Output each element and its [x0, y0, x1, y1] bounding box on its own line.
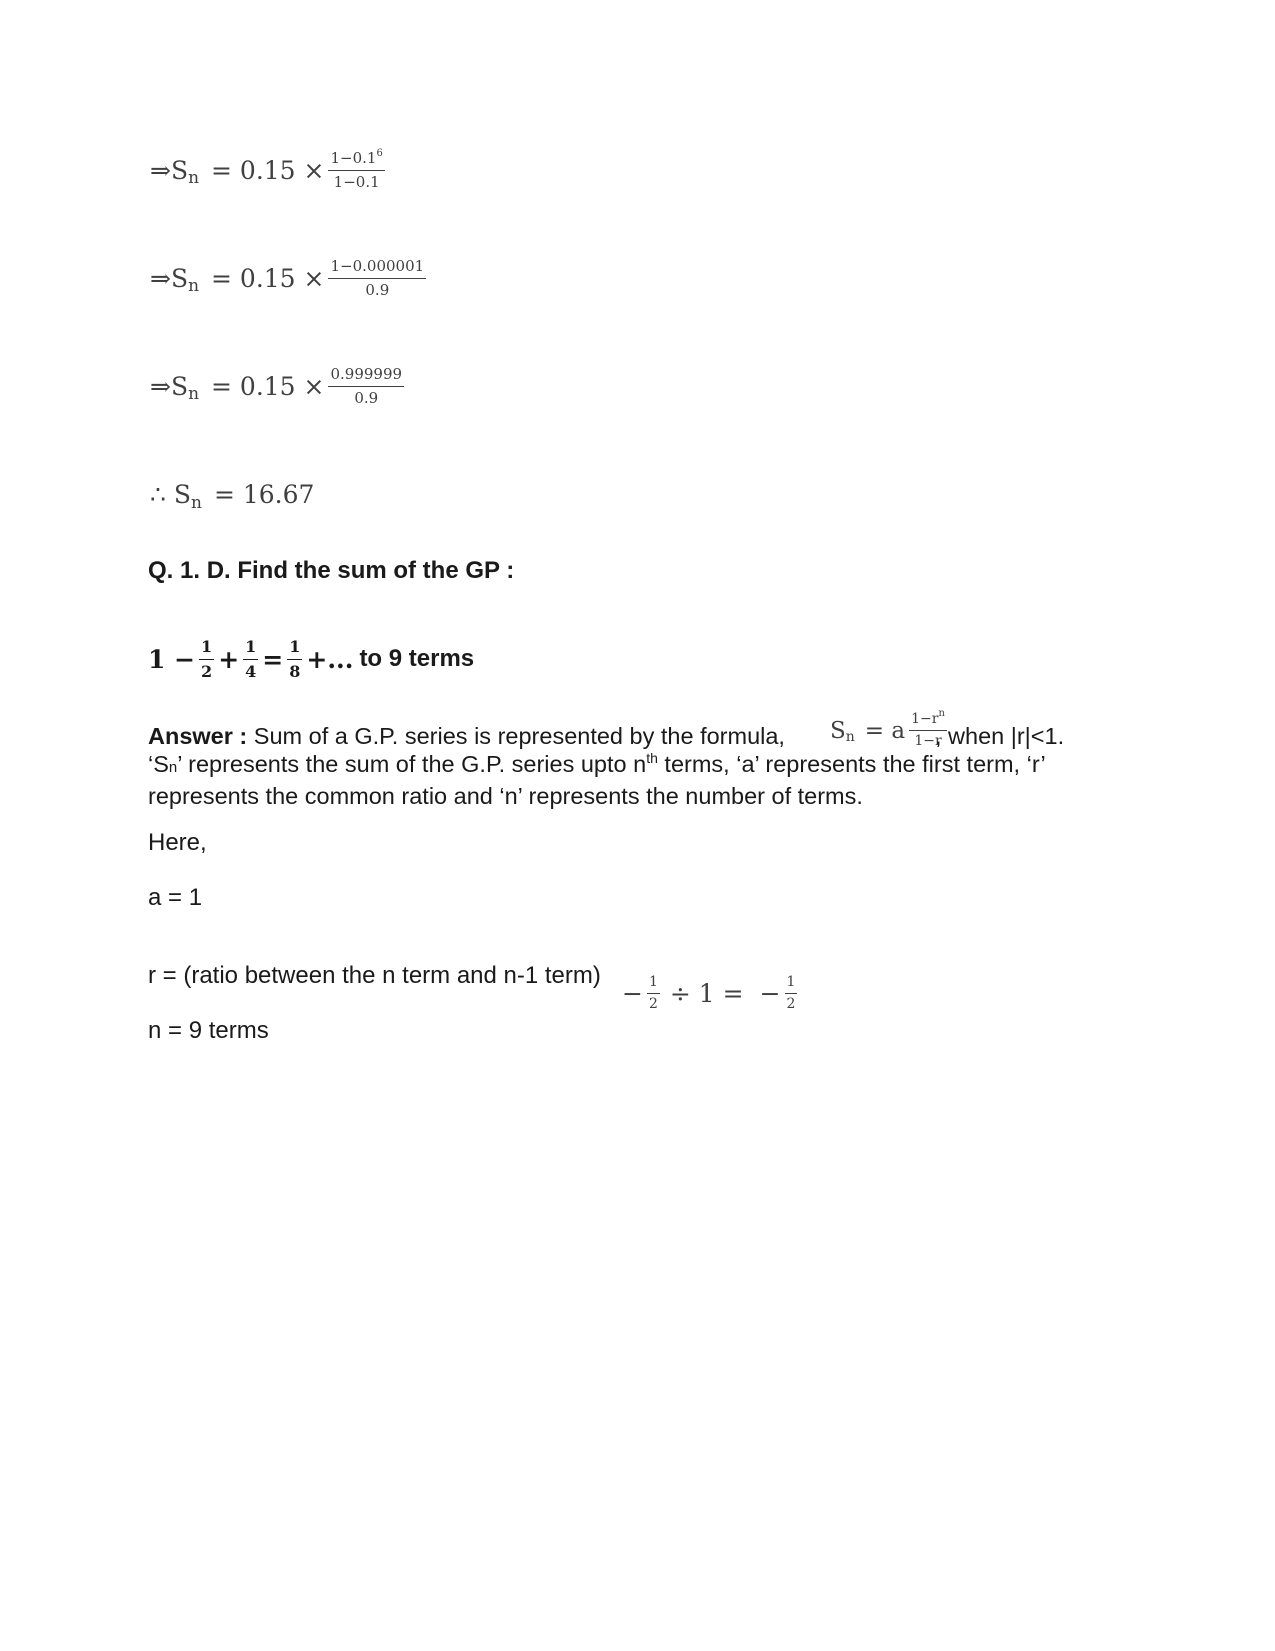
series-f1-num: 1	[199, 638, 214, 660]
series-op2: =	[262, 644, 284, 674]
r-neg-1: −	[622, 979, 643, 1009]
n-line: n = 9 terms	[148, 1017, 269, 1044]
eq1-numerator: 1−0.1	[330, 149, 377, 167]
answer-text-3-sub: n	[168, 759, 178, 776]
r-den-1: 2	[648, 996, 658, 1013]
r-num-1: 1	[647, 975, 660, 994]
eq3-sub: n	[188, 384, 200, 404]
r-fraction-2	[785, 975, 798, 1013]
series-fraction-2	[243, 638, 258, 680]
eq3-fraction	[328, 366, 404, 406]
formula-num-sup: n	[938, 708, 945, 719]
answer-text-3-sup: th	[646, 750, 658, 766]
r-neg-2: −	[759, 979, 781, 1009]
answer-text-3c: terms, ‘a’ represents the first term, ‘r’ represents the common ratio and ‘n’ represents the number of terms.	[148, 751, 1045, 809]
eq2-sub: n	[188, 276, 200, 296]
answer-label: Answer :	[148, 723, 248, 749]
r-line: r = (ratio between the n term and n-1 term)	[148, 962, 601, 989]
series-lead: 1 −	[148, 644, 196, 674]
eq2-fraction	[328, 258, 426, 298]
gp-series	[148, 638, 474, 680]
eq3-prefix: ⇒S	[150, 371, 189, 401]
eq2-rhs: = 0.15 ×	[211, 263, 325, 293]
r-den-2: 2	[786, 996, 796, 1013]
formula-lhs: S	[830, 717, 846, 744]
equation-1	[150, 150, 389, 190]
r-formula	[622, 975, 801, 1013]
series-fraction-1	[199, 638, 214, 680]
eq1-denominator: 1−0.1	[333, 172, 380, 191]
here-label: Here,	[148, 829, 207, 856]
eq3-rhs: = 0.15 ×	[211, 371, 325, 401]
series-fraction-3	[287, 638, 302, 680]
answer-paragraph	[148, 722, 1138, 810]
formula-lhs-sub: n	[845, 728, 855, 745]
series-f3-num: 1	[287, 638, 302, 660]
answer-text-3a: ‘S	[148, 751, 169, 777]
eq2-prefix: ⇒S	[150, 263, 189, 293]
series-f1-den: 2	[201, 661, 213, 681]
eq3-denominator: 0.9	[354, 388, 379, 407]
eq2-denominator: 0.9	[365, 280, 390, 299]
eq3-numerator: 0.999999	[328, 366, 404, 387]
result-rhs: = 16.67	[213, 480, 315, 509]
series-op3: +...	[306, 644, 354, 674]
formula-den: 1−r	[914, 733, 942, 750]
r-num-2: 1	[785, 975, 798, 994]
r-fraction-1	[647, 975, 660, 1013]
r-op: ÷ 1 =	[669, 979, 744, 1009]
eq1-fraction	[328, 150, 384, 190]
result-prefix: ∴ S	[150, 480, 191, 509]
eq1-sub: n	[188, 168, 200, 188]
equation-3	[150, 366, 408, 406]
series-f3-den: 8	[289, 661, 301, 681]
answer-text-3b: ’ represents the sum of the G.P. series upto n	[177, 751, 647, 777]
equation-2	[150, 258, 430, 298]
eq2-numerator: 1−0.000001	[328, 258, 426, 279]
a-line: a = 1	[148, 884, 203, 911]
result-sub: n	[190, 492, 202, 513]
series-op1: +	[218, 644, 240, 674]
answer-text-2: , when |r|<1.	[934, 723, 1065, 749]
series-f2-num: 1	[243, 638, 258, 660]
eq1-prefix: ⇒S	[150, 155, 189, 185]
result-equation	[150, 480, 315, 513]
series-f2-den: 4	[245, 661, 257, 681]
formula-num: 1−r	[911, 711, 939, 727]
eq1-numerator-sup: 6	[376, 148, 383, 159]
series-tail: to 9 terms	[359, 645, 475, 673]
answer-text-1: Sum of a G.P. series is represented by the formula,	[247, 723, 785, 749]
formula-eq: = a	[864, 717, 906, 744]
eq1-rhs: = 0.15 ×	[211, 155, 325, 185]
question-heading: Q. 1. D. Find the sum of the GP :	[148, 557, 515, 584]
